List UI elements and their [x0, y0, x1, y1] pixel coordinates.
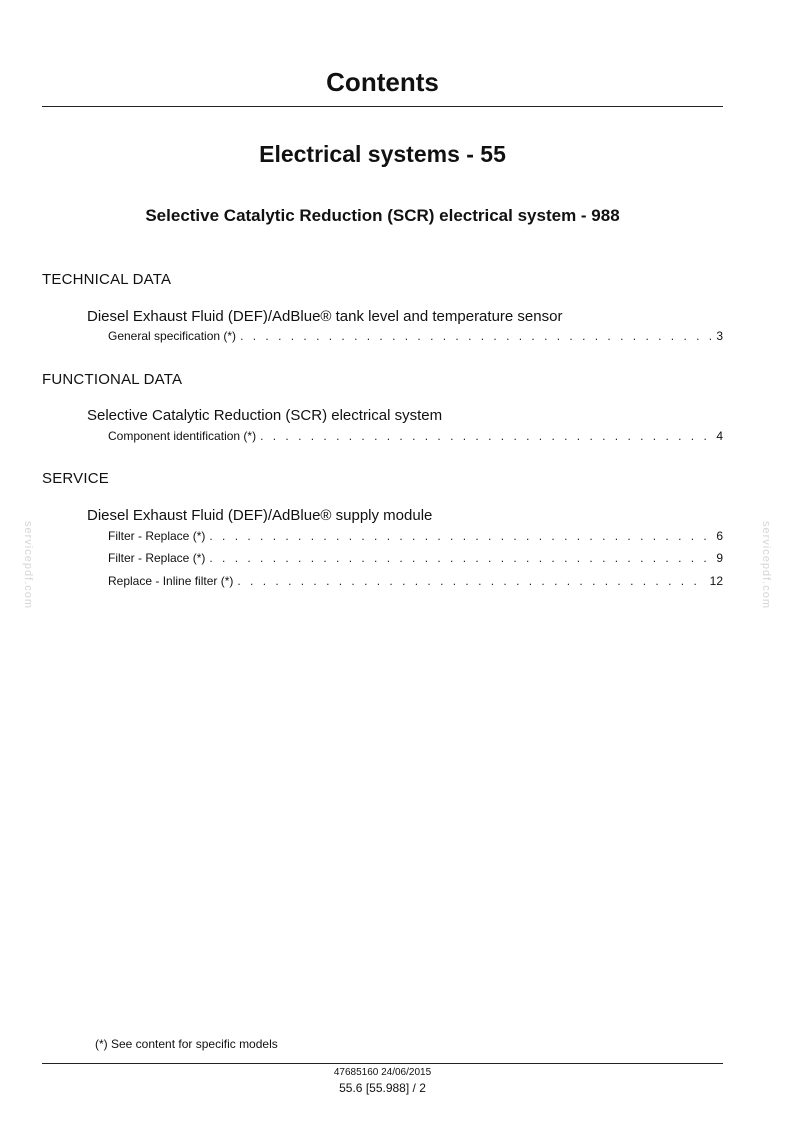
toc-entry-component-identification[interactable] [108, 428, 723, 444]
footer-page-reference: 55.6 [55.988] / 2 [339, 1081, 426, 1095]
toc-entry-general-specification[interactable] [108, 328, 723, 344]
dot-leader [240, 328, 712, 344]
group-heading-service: SERVICE [42, 470, 109, 487]
watermark-right: servicepdf.com [760, 521, 772, 609]
toc-entry-replace-inline-filter[interactable] [108, 573, 723, 589]
group-heading-technical-data: TECHNICAL DATA [42, 271, 172, 288]
page-title: Contents [326, 67, 439, 97]
toc-entry-page-number: 3 [716, 329, 723, 343]
topic-heading-def-supply-module: Diesel Exhaust Fluid (DEF)/AdBlue® supply module [87, 507, 433, 524]
footer-document-reference: 47685160 24/06/2015 [333, 1067, 432, 1078]
toc-entry-label: Filter - Replace (*) [108, 551, 206, 565]
topic-heading-def-tank-sensor: Diesel Exhaust Fluid (DEF)/AdBlue® tank level and temperature sensor [87, 308, 563, 325]
footnote: (*) See content for specific models [95, 1037, 278, 1051]
toc-entry-page-number: 12 [709, 574, 723, 588]
toc-entry-label: Filter - Replace (*) [108, 529, 206, 543]
chapter-title: Electrical systems - 55 [259, 141, 506, 167]
dot-leader [237, 573, 705, 589]
dot-leader [260, 428, 712, 444]
section-title: Selective Catalytic Reduction (SCR) electrical system - 988 [145, 206, 620, 225]
dot-leader [209, 528, 712, 544]
toc-entry-label: Component identification (*) [108, 429, 257, 443]
toc-entry-label: Replace - Inline filter (*) [108, 574, 234, 588]
title-divider [42, 106, 723, 107]
toc-entry-page-number: 6 [716, 529, 723, 543]
toc-entry-label: General specification (*) [108, 329, 237, 343]
toc-entry-filter-replace[interactable] [108, 550, 723, 566]
toc-entry-filter-replace[interactable] [108, 528, 723, 544]
watermark-left: servicepdf.com [22, 521, 34, 609]
dot-leader [209, 550, 712, 566]
topic-heading-scr-electrical-system: Selective Catalytic Reduction (SCR) electrical system [87, 407, 443, 424]
footer-divider [42, 1063, 723, 1064]
toc-entry-page-number: 4 [716, 429, 723, 443]
toc-entry-page-number: 9 [716, 551, 723, 565]
group-heading-functional-data: FUNCTIONAL DATA [42, 371, 183, 388]
